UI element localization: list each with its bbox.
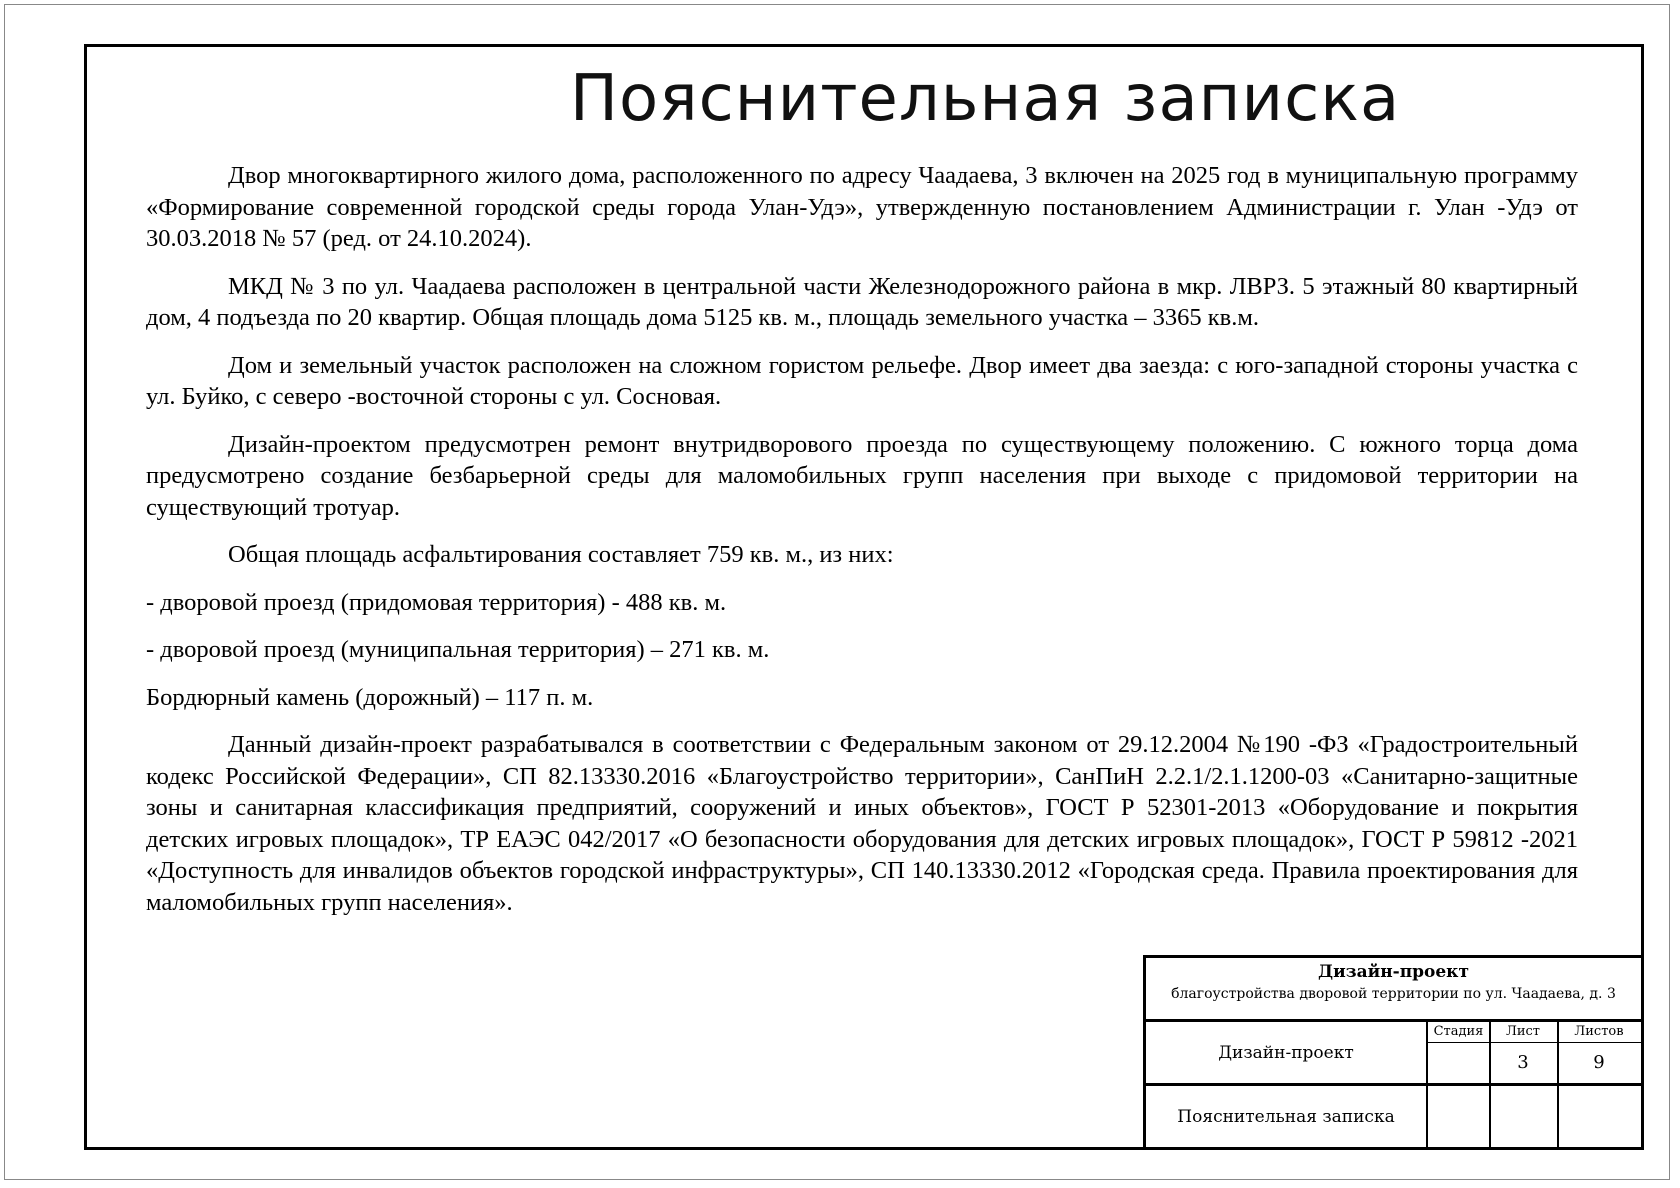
paragraph-regulations: Данный дизайн-проект разрабатывался в соответствии с Федеральным законом от 29.12.2004 №190 -ФЗ «Градостроительный кодекс Российской Федерации», СП 82.13330.2016 «Благоустройство территории», СанПиН 2.2.1/2.1.1200-03 «Санитарно-защитные зоны и санитарная классификация предприятий, сооружений и иных объектов», ГОСТ Р 52301-2013 «Оборудование и покрытия детских игровых площадок», ТР ЕАЭС 042/2017 «О безопасности оборудования для детских игровых площадок», ГОСТ Р 59812 -2021 «Доступность для инвалидов объектов городской инфраструктуры», СП 140.13330.2012 «Городская среда. Правила проектирования для маломобильных групп населения».	[146, 731, 1578, 916]
title-block	[1143, 955, 1641, 1147]
paragraph-terrain: Дом и земельный участок расположен на сложном гористом рельефе. Двор имеет два заезда: с юго-западной стороны участка с ул. Буйко, с северо -восточной стороны с ул. Сосновая.	[146, 351, 1578, 410]
project-subtitle: благоустройства дворовой территории по ул. Чаадаева, д. 3	[1171, 986, 1616, 1002]
paragraph-asphalt-total: Общая площадь асфальтирования составляет 759 кв. м., из них:	[228, 541, 894, 568]
col-stage-header: Стадия	[1428, 1022, 1489, 1043]
list-item-curb-stone: Бордюрный камень (дорожный) – 117 п. м.	[146, 683, 594, 711]
sheet-title: Пояснительная записка	[1146, 1086, 1428, 1147]
sheets-total: 9	[1593, 1052, 1605, 1073]
list-item-yard-private: - дворовой проезд (придомовая территория) - 488 кв. м.	[146, 588, 727, 616]
project-title: Дизайн-проект	[1318, 962, 1469, 982]
paragraph-building: МКД № 3 по ул. Чаадаева расположен в центральной части Железнодорожного района в мкр. ЛВРЗ. 5 этажный 80 квартирный дом, 4 подъезда по 20 квартир. Общая площадь дома 5125 кв. м., площадь земельного участка – 3365 кв.м.	[146, 272, 1578, 331]
paragraph-intro: Двор многоквартирного жилого дома, расположенного по адресу Чаадаева, 3 включен на 2025 год в муниципальную программу «Формирование современной городской среды города Улан-Удэ», утвержденную постановлением Администрации г. Улан -Удэ от 30.03.2018 № 57 (ред. от 24.10.2024).	[146, 162, 1578, 252]
stage-label: Дизайн-проект	[1146, 1022, 1428, 1086]
document-body	[146, 160, 1578, 934]
list-item-yard-municipal: - дворовой проезд (муниципальная территория) – 271 кв. м.	[146, 636, 770, 663]
col-sheets-header: Листов	[1557, 1022, 1641, 1043]
sheet-number: 3	[1517, 1052, 1529, 1073]
page-title: Пояснительная записка	[569, 62, 1401, 136]
title-block-header	[1146, 958, 1641, 1022]
paragraph-design: Дизайн-проектом предусмотрен ремонт внутридворового проезда по существующему положению. С южного торца дома предусмотрено создание безбарьерной среды для маломобильных групп населения при выходе с придомовой территории на существующий тротуар.	[146, 430, 1578, 521]
col-sheet-header: Лист	[1489, 1022, 1557, 1043]
stamp-divider-row	[1428, 1083, 1641, 1086]
